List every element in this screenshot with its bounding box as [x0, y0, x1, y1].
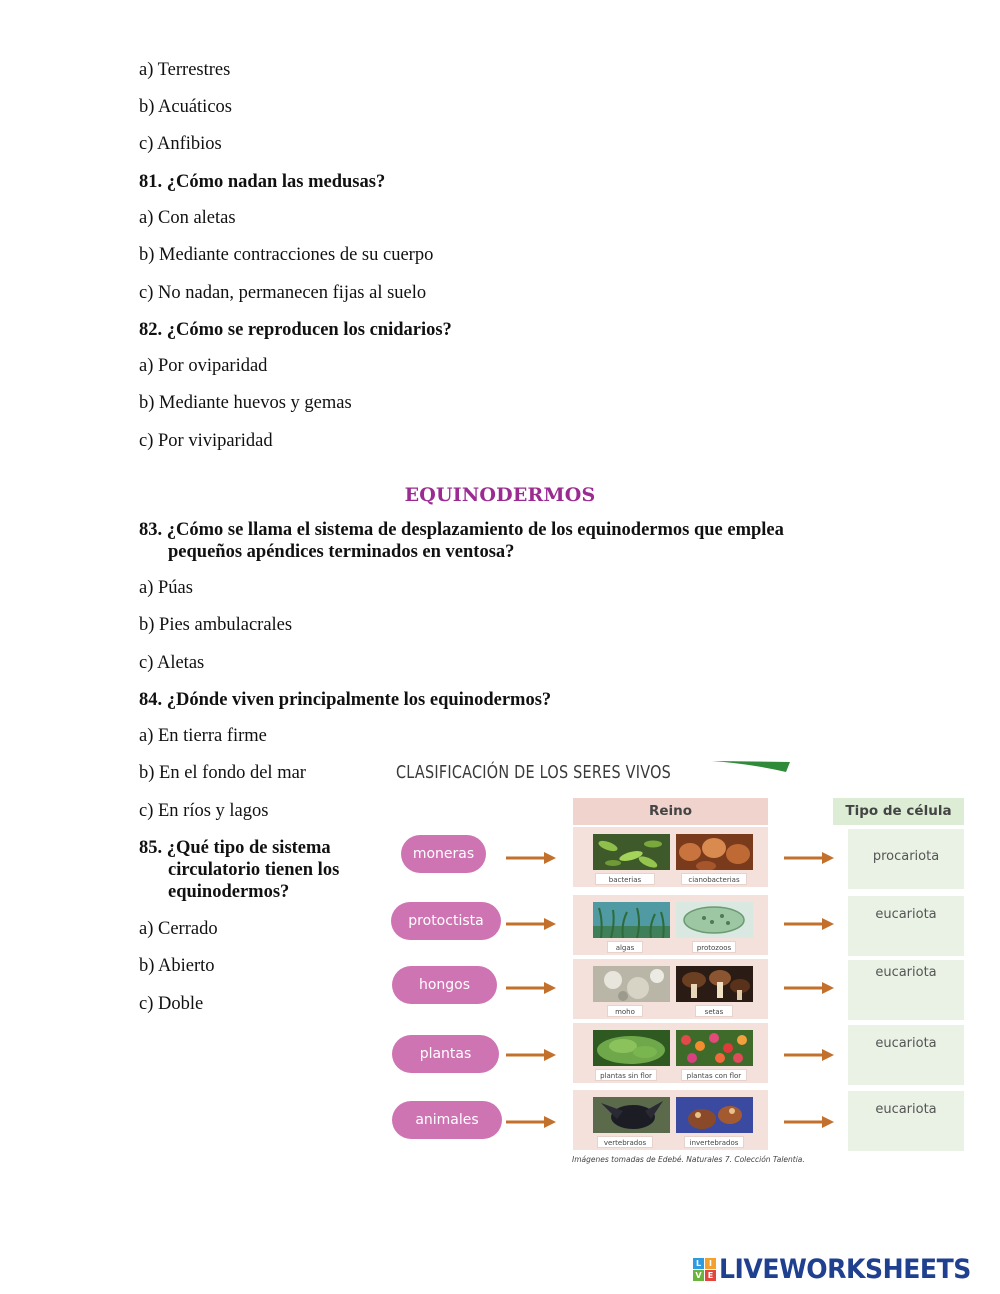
- question-84: 84. ¿Dónde viven principalmente los equinodermos?: [139, 690, 552, 710]
- bacterias-image: [593, 834, 670, 870]
- option-text: b) Mediante huevos y gemas: [139, 393, 352, 413]
- caption-plantas-con-flor: plantas con flor: [681, 1069, 747, 1081]
- liveworksheets-logo: [693, 1254, 990, 1285]
- plantas-sin-flor-image: [593, 1030, 670, 1066]
- option-text: c) No nadan, permanecen fijas al suelo: [139, 283, 427, 303]
- tipo-celula-header: Tipo de célula: [833, 798, 964, 825]
- algas-image: [593, 902, 670, 938]
- option-text: b) Pies ambulacrales: [139, 615, 293, 635]
- option-text: c) Aletas: [139, 653, 205, 673]
- logo-letter: V: [693, 1270, 704, 1281]
- logo-letter: L: [693, 1258, 704, 1269]
- cell-type-plantas: eucariota: [848, 1025, 964, 1085]
- vertebrados-image: [593, 1097, 670, 1133]
- option-text: b) Abierto: [139, 956, 215, 976]
- option-text: b) Acuáticos: [139, 97, 232, 117]
- caption-plantas-sin-flor: plantas sin flor: [595, 1069, 657, 1081]
- reino-cell-hongos: [573, 959, 768, 1019]
- image-credit: Imágenes tomadas de Edebé. Naturales 7. Colección Talentia.: [572, 1155, 805, 1164]
- protozoos-image: [676, 902, 753, 938]
- arrow-icon: [506, 917, 556, 931]
- arrow-icon: [784, 851, 834, 865]
- kingdom-pill-animales: animales: [392, 1101, 502, 1139]
- option-text: b) Mediante contracciones de su cuerpo: [139, 245, 434, 265]
- arrow-icon: [506, 851, 556, 865]
- cianobacterias-image: [676, 834, 753, 870]
- caption-setas: setas: [695, 1005, 733, 1017]
- reino-cell-plantas: [573, 1023, 768, 1083]
- option-text: c) Por viviparidad: [139, 431, 273, 451]
- option-text: a) Terrestres: [139, 60, 231, 80]
- caption-bacterias: bacterias: [595, 873, 655, 885]
- caption-moho: moho: [607, 1005, 643, 1017]
- reino-cell-moneras: [573, 827, 768, 887]
- option-text: b) En el fondo del mar: [139, 763, 306, 783]
- kingdom-pill-protoctista: protoctista: [391, 902, 501, 940]
- arrow-icon: [506, 1115, 556, 1129]
- question-83: 83. ¿Cómo se llama el sistema de desplazamiento de los equinodermos que emplea pequeños apéndices terminados en ventosa?: [139, 520, 784, 562]
- option-text: a) Por oviparidad: [139, 356, 268, 376]
- kingdom-pill-moneras: moneras: [401, 835, 486, 873]
- caption-invertebrados: invertebrados: [684, 1136, 744, 1148]
- kingdom-pill-hongos: hongos: [392, 966, 497, 1004]
- option-text: c) Anfibios: [139, 134, 222, 154]
- figure-title: CLASIFICACIÓN DE LOS SERES VIVOS: [396, 762, 672, 783]
- arrow-icon: [784, 981, 834, 995]
- option-text: a) Con aletas: [139, 208, 236, 228]
- option-text: c) Doble: [139, 994, 204, 1014]
- question-85: 85. ¿Qué tipo de sistema circulatorio tienen los equinodermos?: [139, 838, 340, 902]
- arrow-icon: [784, 1048, 834, 1062]
- arrow-icon: [784, 1115, 834, 1129]
- reino-header: Reino: [573, 798, 768, 825]
- cell-type-hongos: eucariota: [848, 960, 964, 1020]
- logo-letter: I: [705, 1258, 716, 1269]
- plantas-con-flor-image: [676, 1030, 753, 1066]
- moho-image: [593, 966, 670, 1002]
- logo-letter: E: [705, 1270, 716, 1281]
- reino-cell-protoctista: [573, 895, 768, 955]
- arrow-icon: [506, 1048, 556, 1062]
- caption-vertebrados: vertebrados: [597, 1136, 653, 1148]
- option-text: a) Cerrado: [139, 919, 218, 939]
- arrow-icon: [506, 981, 556, 995]
- reino-cell-animales: [573, 1090, 768, 1150]
- kingdom-pill-plantas: plantas: [392, 1035, 499, 1073]
- option-text: a) En tierra firme: [139, 726, 267, 746]
- option-text: c) En ríos y lagos: [139, 801, 269, 821]
- arrow-icon: [784, 917, 834, 931]
- logo-text: LIVEWORKSHEETS: [719, 1254, 971, 1285]
- caption-cianobacterias: cianobacterias: [681, 873, 747, 885]
- cell-type-protoctista: eucariota: [848, 896, 964, 956]
- question-82: 82. ¿Cómo se reproducen los cnidarios?: [139, 320, 452, 340]
- question-81: 81. ¿Cómo nadan las medusas?: [139, 172, 386, 192]
- cell-type-animales: eucariota: [848, 1091, 964, 1151]
- option-text: a) Púas: [139, 578, 193, 598]
- cell-type-moneras: procariota: [848, 829, 964, 889]
- logo-mark-icon: [693, 1258, 716, 1281]
- section-title: EQUINODERMOS: [404, 484, 596, 506]
- decorative-leaf-icon: [712, 760, 794, 774]
- invertebrados-image: [676, 1097, 753, 1133]
- setas-image: [676, 966, 753, 1002]
- caption-algas: algas: [607, 941, 643, 953]
- caption-protozoos: protozoos: [692, 941, 736, 953]
